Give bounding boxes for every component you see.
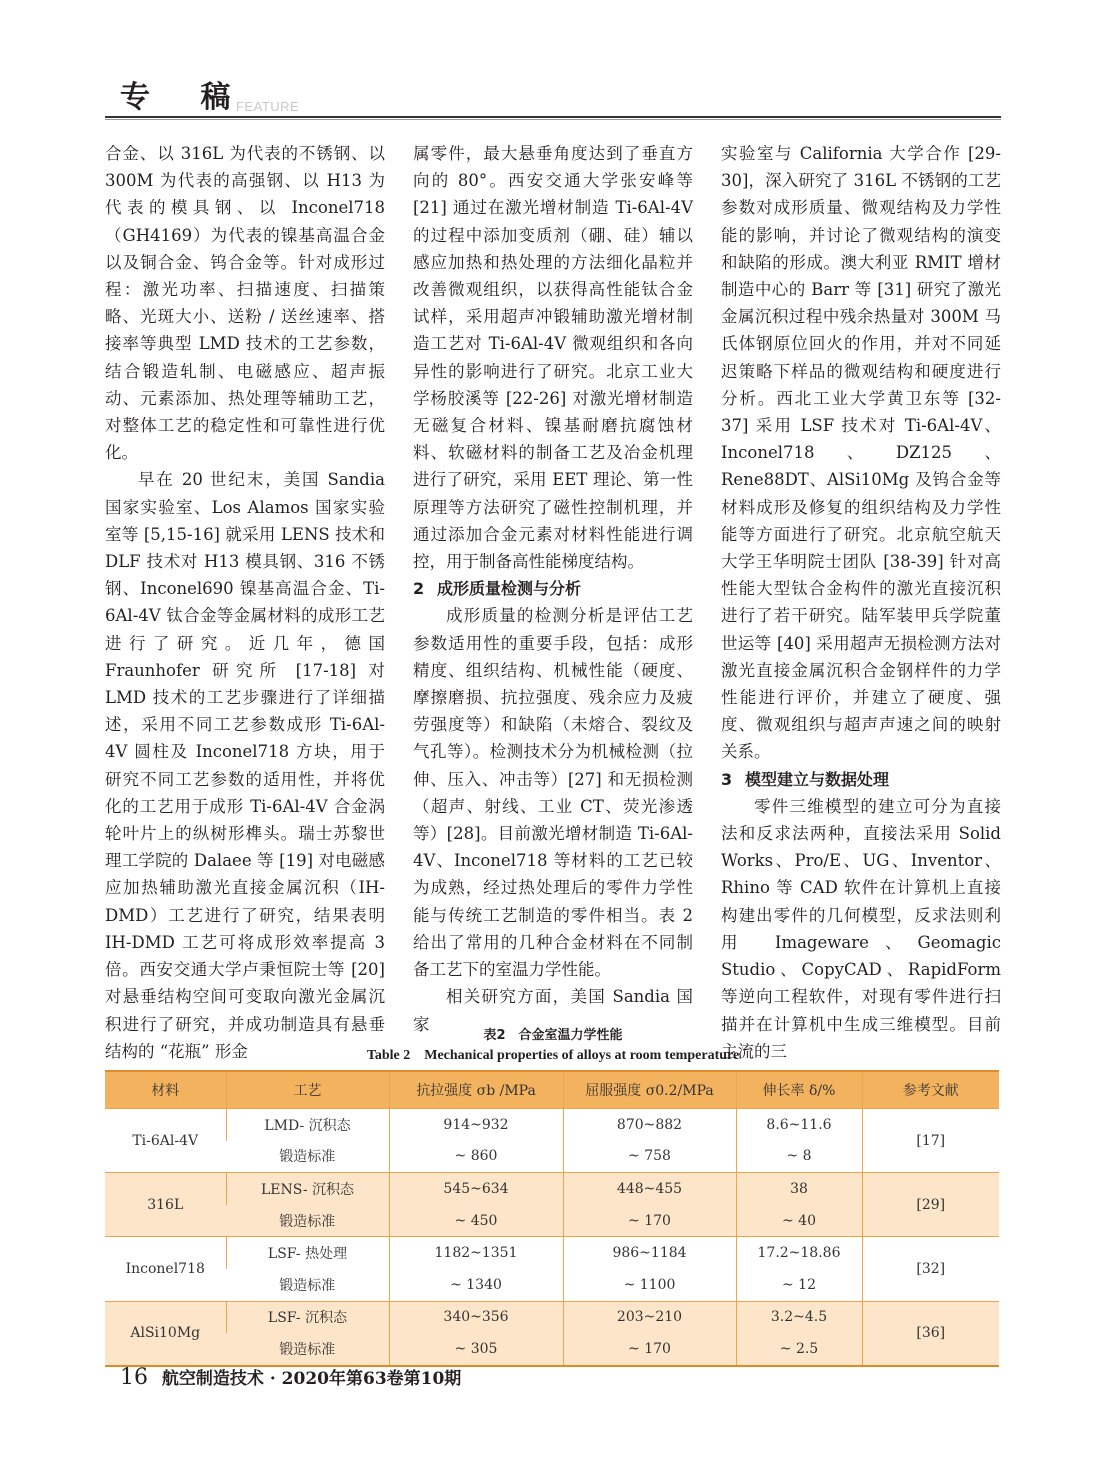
- section-number: 3: [721, 769, 733, 789]
- table-cell: 锻造标准: [226, 1269, 389, 1301]
- table-cell: ~ 450: [389, 1205, 563, 1237]
- table-cell: ~ 170: [563, 1333, 736, 1366]
- body-paragraph: 零件三维模型的建立可分为直接法和反求法两种，直接法采用 Solid Works、Pro/E、UG、Inventor、Rhino 等 CAD 软件在计算机上直接构建出零件的几何模型，反求法则利用 Imageware、Geomagic Studio、CopyCAD、RapidForm 等逆向工程软件，对现有零件进行扫描并在计算机中生成三维模型。目前主流的三: [721, 796, 1001, 1061]
- table-row: [105, 1109, 999, 1141]
- reference-cell: [17]: [862, 1109, 999, 1173]
- section-number: 2: [413, 579, 425, 599]
- reference-cell: [36]: [862, 1301, 999, 1366]
- table-cell: ~ 758: [563, 1141, 736, 1173]
- table-caption-en: Table 2 Mechanical properties of alloys at room temperature: [366, 1048, 740, 1063]
- table-row: [105, 1173, 999, 1205]
- table-cell: ~ 170: [563, 1205, 736, 1237]
- table-row: [105, 1301, 999, 1333]
- page-number: 16: [120, 1365, 148, 1390]
- body-paragraph: 合金、以 316L 为代表的不锈钢、以 300M 为代表的高强钢、以 H13 为代表的模具钢、以 Inconel718（GH4169）为代表的镍基高温合金以及铜合金、钨合金等。针对成形过程：激光功率、扫描速度、扫描策略、光斑大小、送粉 / 送丝速率、搭接率等典型 LMD 技术的工艺参数，结合锻造轧制、电磁感应、超声振动、元素添加、热处理等辅助工艺，对整体工艺的稳定性和可靠性进行优化。: [105, 144, 385, 463]
- table-cell: ~ 1340: [389, 1269, 563, 1301]
- material-cell: Inconel718: [105, 1237, 226, 1301]
- table-cell: 锻造标准: [226, 1205, 389, 1237]
- section-heading-text: 成形质量检测与分析: [437, 579, 582, 599]
- table-cell: 38: [736, 1173, 862, 1205]
- table-cell: 914~932: [389, 1109, 563, 1141]
- table-cell: 340~356: [389, 1301, 563, 1333]
- table-caption: [105, 1026, 1001, 1066]
- header-rule: [105, 116, 1001, 118]
- table-cell: 448~455: [563, 1173, 736, 1205]
- body-paragraph: 早在 20 世纪末，美国 Sandia 国家实验室、Los Alamos 国家实验室等 [5,15-16] 就采用 LENS 技术和 DLF 技术对 H13 模具钢、316 不锈钢、Inconel690 镍基高温合金、Ti-6Al-4V 钛合金等金属材料的成形工艺进行了研究。近几年，德国 Fraunhofer 研究所 [17-18] 对 LMD 技术的工艺步骤进行了详细描述，采用不同工艺参数成形 Ti-6Al-4V 圆柱及 Inconel718 方块，用于研究不同工艺参数的适用性，并将优化的工艺用于成形 Ti-6Al-4V 合金涡轮叶片上的纵树形榫头。瑞士苏黎世理工学院的 Dalaee 等 [19] 对电磁感应加热辅助激光直接金属沉积（IH-DMD）工艺进行了研究，结果表明 IH-DMD 工艺可将成形效率提高 3 倍。西安交通大学卢秉恒院士等 [20] 对悬垂结构空间可变取向激光金属沉积进行了研究，并成功制造具有悬垂结构的 “花瓶” 形金: [105, 470, 385, 1061]
- column-1: [105, 140, 385, 1061]
- table-cell: 545~634: [389, 1173, 563, 1205]
- table-cell: LENS- 沉积态: [226, 1173, 389, 1205]
- body-paragraph: 实验室与 California 大学合作 [29-30]，深入研究了 316L 不锈钢的工艺参数对成形质量、微观结构及力学性能的影响，并讨论了微观结构的演变和缺陷的形成。澳大利亚 RMIT 增材制造中心的 Barr 等 [31] 研究了激光金属沉积过程中残余热量对 300M 马氏体钢原位回火的作用，并对不同延迟策略下样品的微观结构和硬度进行分析。西北工业大学黄卫东等 [32-37] 采用 LSF 技术对 Ti-6Al-4V、Inconel718、DZ125、Rene88DT、AlSi10Mg 及钨合金等材料成形及修复的组织结构及力学性能等方面进行了研究。北京航空航天大学王华明院士团队 [38-39] 针对高性能大型钛合金构件的激光直接沉积进行了若干研究。陆军装甲兵学院董世运等 [40] 采用超声无损检测方法对激光直接金属沉积合金钢样件的力学性能进行评价，并建立了硬度、强度、微观组织与超声声速之间的映射关系。: [721, 144, 1001, 762]
- section-heading: [721, 766, 1001, 793]
- table-header-cell: 材料: [105, 1071, 226, 1109]
- material-cell: Ti-6Al-4V: [105, 1109, 226, 1173]
- table-cell: LSF- 沉积态: [226, 1301, 389, 1333]
- table-header-cell: 参考文献: [862, 1071, 999, 1109]
- header-rule-thin: [105, 119, 1001, 120]
- table-cell: ~ 1100: [563, 1269, 736, 1301]
- table-cell: 锻造标准: [226, 1141, 389, 1173]
- table-header-cell: 工艺: [226, 1071, 389, 1109]
- table-cell: LSF- 热处理: [226, 1237, 389, 1269]
- table-cell: ~ 12: [736, 1269, 862, 1301]
- page-header: [120, 72, 300, 116]
- section-heading: [413, 575, 693, 602]
- table-cell: ~ 305: [389, 1333, 563, 1366]
- table-caption-zh: 表2 合金室温力学性能: [483, 1028, 623, 1043]
- table-cell: LMD- 沉积态: [226, 1109, 389, 1141]
- table-cell: ~ 860: [389, 1141, 563, 1173]
- properties-table: [105, 1070, 999, 1367]
- column-3: [721, 140, 1001, 1061]
- journal-info: 航空制造技术 · 2020年第63卷第10期: [161, 1369, 462, 1389]
- body-paragraph: 成形质量的检测分析是评估工艺参数适用性的重要手段，包括：成形精度、组织结构、机械性能（硬度、摩擦磨损、抗拉强度、残余应力及疲劳强度等）和缺陷（未熔合、裂纹及气孔等）。检测技术分为机械检测（拉伸、压入、冲击等）[27] 和无损检测（超声、射线、工业 CT、荧光渗透等）[28]。目前激光增材制造 Ti-6Al-4V、Inconel718 等材料的工艺已较为成熟，经过热处理后的零件力学性能与传统工艺制造的零件相当。表 2 给出了常用的几种合金材料在不同制备工艺下的室温力学性能。: [413, 606, 693, 980]
- table-cell: ~ 40: [736, 1205, 862, 1237]
- table-cell: 203~210: [563, 1301, 736, 1333]
- table-cell: 锻造标准: [226, 1333, 389, 1366]
- table-cell: 8.6~11.6: [736, 1109, 862, 1141]
- material-cell: AlSi10Mg: [105, 1301, 226, 1366]
- reference-cell: [32]: [862, 1237, 999, 1301]
- reference-cell: [29]: [862, 1173, 999, 1237]
- table-header-cell: 屈服强度 σ0.2/MPa: [563, 1071, 736, 1109]
- table-header-row: [105, 1071, 999, 1109]
- page-footer: [120, 1364, 461, 1390]
- table-cell: ~ 2.5: [736, 1333, 862, 1366]
- section-title: 专 稿: [120, 80, 251, 115]
- table-cell: 1182~1351: [389, 1237, 563, 1269]
- table-cell: 3.2~4.5: [736, 1301, 862, 1333]
- material-cell: 316L: [105, 1173, 226, 1237]
- table-cell: 986~1184: [563, 1237, 736, 1269]
- table-row: [105, 1237, 999, 1269]
- table-cell: ~ 8: [736, 1141, 862, 1173]
- section-heading-text: 模型建立与数据处理: [745, 769, 890, 789]
- table-cell: 870~882: [563, 1109, 736, 1141]
- table-header-cell: 抗拉强度 σb /MPa: [389, 1071, 563, 1109]
- table-header-cell: 伸长率 δ/%: [736, 1071, 862, 1109]
- table-cell: 17.2~18.86: [736, 1237, 862, 1269]
- body-paragraph: 属零件，最大悬垂角度达到了垂直方向的 80°。西安交通大学张安峰等 [21] 通过在激光增材制造 Ti-6Al-4V 的过程中添加变质剂（硼、硅）辅以感应加热和热处理的方法细化晶粒并改善微观组织，以获得高性能钛合金试样，采用超声冲锻辅助激光增材制造工艺对 Ti-6Al-4V 微观组织和各向异性的影响进行了研究。北京工业大学杨胶溪等 [22-26] 对激光增材制造无磁复合材料、镍基耐磨抗腐蚀材料、软磁材料的制备工艺及冶金机理进行了研究，采用 EET 理论、第一性原理等方法研究了磁性控制机理，并通过添加合金元素对材料性能进行调控，用于制备高性能梯度结构。: [413, 144, 693, 572]
- column-2: [413, 140, 693, 1034]
- section-subtitle: FEATURE: [236, 99, 300, 114]
- body-paragraph: 相关研究方面，美国 Sandia 国家: [413, 987, 693, 1034]
